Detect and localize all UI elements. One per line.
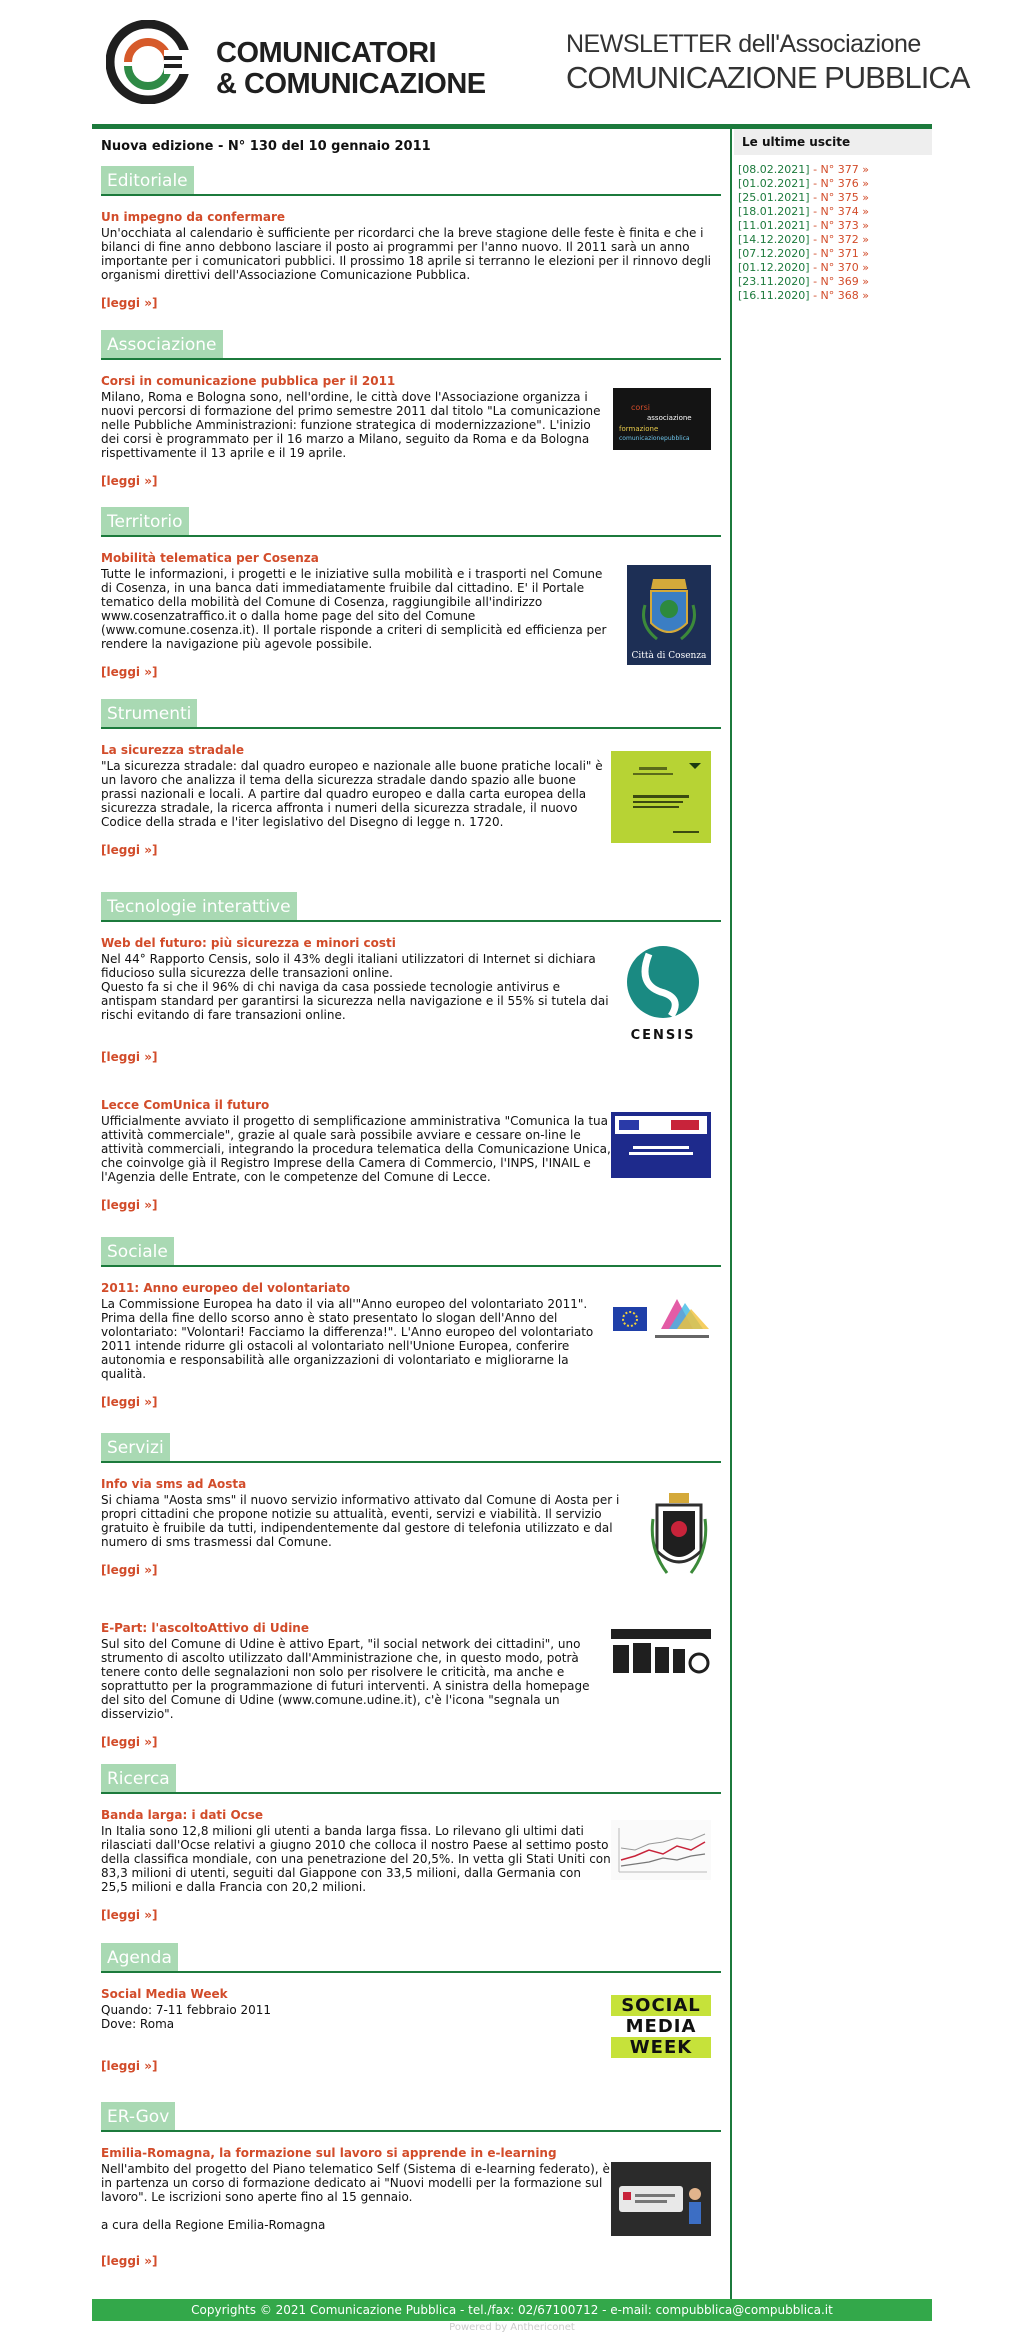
- article-body: La Commissione Europea ha dato il via all'"Anno europeo del volontariato 2011". Prima della fine dello scorso anno è stato presentato lo slogan dell'Anno del volontariato: "Volontari! Facciamo la differenza!". L'Anno europeo del volontariato 2011 intende ridurre gli ostacoli al volontariato nell'Unione Europea, conferire autonomia e responsabilità alle organizzazioni di volontariato e migliorarne la qualità.: [101, 1297, 594, 1381]
- issue-item[interactable]: [738, 191, 932, 205]
- section-rule: [101, 727, 721, 729]
- section-ricerca: [101, 1764, 721, 1922]
- article-title-link[interactable]: Social Media Week: [101, 1987, 228, 2001]
- section-label: Agenda: [101, 1943, 178, 1973]
- thumb-word: associazione: [647, 414, 692, 422]
- read-more-link[interactable]: [leggi »]: [101, 665, 158, 679]
- article-item: [101, 1281, 721, 1409]
- section-strumenti: [101, 699, 721, 857]
- issue-separator: -: [809, 191, 821, 204]
- issue-date: [07.12.2020]: [738, 247, 810, 260]
- issue-item[interactable]: [738, 289, 932, 303]
- article-item: [101, 1477, 721, 1577]
- article-item: [101, 1621, 721, 1749]
- read-more-link[interactable]: [leggi »]: [101, 1198, 158, 1212]
- issue-item[interactable]: [738, 163, 932, 177]
- thumb-word: corsi: [631, 403, 650, 412]
- section-label: Territorio: [101, 507, 189, 537]
- issue-separator: -: [809, 247, 821, 260]
- censis-logo-image[interactable]: [615, 944, 711, 1044]
- logo-wordmark: [216, 38, 486, 100]
- issue-item[interactable]: [738, 205, 932, 219]
- read-more-link[interactable]: [leggi »]: [101, 1050, 158, 1064]
- section-rule: [101, 194, 721, 196]
- section-header: [101, 1433, 721, 1463]
- issue-date: [14.12.2020]: [738, 233, 810, 246]
- section-label: Strumenti: [101, 699, 197, 729]
- issue-date: [01.02.2021]: [738, 177, 810, 190]
- issue-link[interactable]: N° 375 »: [820, 191, 869, 204]
- issue-link[interactable]: N° 376 »: [820, 177, 869, 190]
- article-body: "La sicurezza stradale: dal quadro europeo e nazionale alle buone pratiche locali" è un lavoro che analizza il tema della sicurezza stradale dando spazio alle buone prassi nazionali e locali. A partire dal quadro europeo e dalla carta europea della sicurezza stradale, la ricerca affronta i numeri della sicurezza stradale, il nuovo Codice della strada e l'iter legislativo del Disegno di legge n. 1720.: [101, 759, 603, 829]
- article-item: [101, 2146, 721, 2268]
- article-body: Nell'ambito del progetto del Piano telematico Self (Sistema di e-learning federato), è in partenza un corso di formazione dedicato ai "Nuovi modelli per la formazione sul lavoro". Le iscrizioni sono aperte fino al 15 gennaio. a cura della Regione Emilia-Romagna: [101, 2162, 610, 2232]
- powered-by[interactable]: Powered by Anthericonet: [449, 2322, 575, 2333]
- logo-line2: & COMUNICAZIONE: [216, 68, 486, 100]
- article-title-link[interactable]: Banda larga: i dati Ocse: [101, 1808, 264, 1822]
- project-banner-image[interactable]: [611, 1112, 711, 1178]
- section-associazione: [101, 330, 721, 488]
- issue-link[interactable]: N° 372 »: [820, 233, 869, 246]
- thumb-word: formazione: [619, 425, 659, 433]
- section-header: [101, 507, 721, 537]
- issue-separator: -: [809, 205, 821, 218]
- article-body: Nel 44° Rapporto Censis, solo il 43% degli italiani utilizzatori di Internet si dichiara fiducioso sulla sicurezza delle transazioni online. Questo fa si che il 96% di chi naviga da casa possiede tecnologie antivirus e antispam standard per garantirsi la sicurezza nella navigazione e il 55% si tutela dai rischi evitando di fare transazioni online.: [101, 952, 609, 1022]
- article-item: [101, 551, 721, 679]
- article-body: Quando: 7-11 febbraio 2011 Dove: Roma: [101, 2003, 272, 2031]
- issue-date: [11.01.2021]: [738, 219, 810, 232]
- read-more-link[interactable]: [leggi »]: [101, 1908, 158, 1922]
- article-title-link[interactable]: Info via sms ad Aosta: [101, 1477, 247, 1491]
- article-body: Sul sito del Comune di Udine è attivo Epart, "il social network dei cittadini", uno strumento di ascolto utilizzato dall'Amministrazione che, in questo modo, potrà tenere conto delle segnalazioni non solo per risolvere le criticità, ma anche e soprattutto per la programmazione di futuri interventi. A sinistra della homepage del sito del Comune di Udine (www.comune.udine.it), c'è l'icona "segnala un disservizio".: [101, 1637, 590, 1721]
- section-territorio: [101, 507, 721, 679]
- issue-date: [23.11.2020]: [738, 275, 810, 288]
- section-rule: [101, 1792, 721, 1794]
- sidebar-title: Le ultime uscite: [734, 129, 932, 155]
- aosta-crest-image[interactable]: [647, 1489, 711, 1587]
- smw-line: SOCIAL: [611, 1995, 711, 2016]
- article-title-link[interactable]: E-Part: l'ascoltoAttivo di Udine: [101, 1621, 309, 1635]
- newsletter-page: [92, 0, 970, 2338]
- section-editoriale: [101, 166, 721, 310]
- issue-link[interactable]: N° 370 »: [820, 261, 869, 274]
- article-item: [101, 743, 721, 857]
- issue-date: [16.11.2020]: [738, 289, 810, 302]
- read-more-link[interactable]: [leggi »]: [101, 1735, 158, 1749]
- article-item: [101, 1987, 721, 2073]
- smw-line: MEDIA: [611, 2016, 711, 2037]
- section-rule: [101, 1461, 721, 1463]
- social-media-week-logo[interactable]: [611, 1995, 711, 2061]
- issue-link[interactable]: N° 369 »: [820, 275, 869, 288]
- issue-item[interactable]: [738, 219, 932, 233]
- issue-date: [25.01.2021]: [738, 191, 810, 204]
- issue-link[interactable]: N° 374 »: [820, 205, 869, 218]
- section-header: [101, 892, 721, 922]
- article-item: [101, 936, 721, 1064]
- article-title-link[interactable]: La sicurezza stradale: [101, 743, 244, 757]
- issue-date: [01.12.2020]: [738, 261, 810, 274]
- read-more-link[interactable]: [leggi »]: [101, 1563, 158, 1577]
- issue-item[interactable]: [738, 177, 932, 191]
- article-body: In Italia sono 12,8 milioni gli utenti a banda larga fissa. Lo rilevano gli ultimi dati rilasciati dall'Ocse relativi a giugno 2010 che colloca il nostro Paese al settimo posto della classifica mondiale, con una penetrazione del 20,5%. In vetta gli Stati Uniti con 83,3 milioni di utenti, seguiti dal Giappone con 33,5 milioni, dalla Germania con 25,5 milioni e dalla Francia con 20,2 milioni.: [101, 1824, 611, 1894]
- section-header: [101, 699, 721, 729]
- article-title-link[interactable]: 2011: Anno europeo del volontariato: [101, 1281, 351, 1295]
- issue-link[interactable]: N° 368 »: [820, 289, 869, 302]
- article-item: [101, 1098, 721, 1212]
- article-title-link[interactable]: Lecce ComUnica il futuro: [101, 1098, 270, 1112]
- section-label: ER-Gov: [101, 2102, 175, 2132]
- read-more-link[interactable]: [leggi »]: [101, 843, 158, 857]
- eu-volunteering-logo-image[interactable]: [611, 1293, 711, 1345]
- thumb-caption: Città di Cosenza: [631, 651, 707, 661]
- thumb-caption: CENSIS: [630, 1028, 696, 1043]
- section-label: Sociale: [101, 1237, 174, 1267]
- issue-separator: -: [809, 177, 821, 190]
- read-more-link[interactable]: [leggi »]: [101, 2059, 158, 2073]
- section-label: Editoriale: [101, 166, 194, 196]
- section-rule: [101, 1971, 721, 1973]
- section-label: Associazione: [101, 330, 223, 360]
- section-rule: [101, 358, 721, 360]
- issue-date: [18.01.2021]: [738, 205, 810, 218]
- article-body: Un'occhiata al calendario è sufficiente per ricordarci che la breve stagione delle feste è finita e che i bilanci di fine anno debbono lasciare il posto ai programmi per l'anno nuovo. Il 2011 sarà un anno importante per i comunicatori pubblici. Il prossimo 18 aprile si terranno le elezioni per il rinnovo degli organismi direttivi dell'Associazione Comunicazione Pubblica.: [101, 226, 711, 282]
- read-more-link[interactable]: [leggi »]: [101, 296, 158, 310]
- issue-link[interactable]: N° 371 »: [820, 247, 869, 260]
- issue-date: [08.02.2021]: [738, 163, 810, 176]
- thumbnail-image[interactable]: [613, 388, 711, 450]
- section-header: [101, 1764, 721, 1794]
- article-title-link[interactable]: Web del futuro: più sicurezza e minori costi: [101, 936, 396, 950]
- logo-icon: [106, 20, 190, 104]
- main-column: [92, 129, 732, 2299]
- issue-item[interactable]: [738, 275, 932, 289]
- edition-title: Nuova edizione - N° 130 del 10 gennaio 2011: [101, 139, 431, 154]
- issue-separator: -: [809, 261, 821, 274]
- issue-separator: -: [809, 163, 821, 176]
- issue-item[interactable]: [738, 247, 932, 261]
- section-header: [101, 1943, 721, 1973]
- issue-separator: -: [809, 275, 821, 288]
- sidebar: [734, 129, 932, 2299]
- document-cover-image[interactable]: [611, 751, 711, 843]
- article-item: [101, 374, 721, 488]
- issue-link[interactable]: N° 377 »: [820, 163, 869, 176]
- article-title-link[interactable]: Emilia-Romagna, la formazione sul lavoro si apprende in e-learning: [101, 2146, 557, 2160]
- issue-separator: -: [809, 233, 821, 246]
- read-more-link[interactable]: [leggi »]: [101, 1395, 158, 1409]
- article-body: Tutte le informazioni, i progetti e le iniziative sulla mobilità e i trasporti nel Comune di Cosenza, in una banca dati immediatamente fruibile dal cittadino. E' il Portale tematico della mobilità del Comune di Cosenza, raggiungibile all'indirizzo www.cosenzatraffico.it o dalla home page del sito del Comune (www.comune.cosenza.it). Il portale risponde a criteri di semplicità ed efficienza per rendere la navigazione più agevole possibile.: [101, 567, 607, 651]
- elearning-image[interactable]: [611, 2162, 711, 2236]
- newsletter-title-line1: NEWSLETTER dell'Associazione: [566, 30, 921, 58]
- article-body: Milano, Roma e Bologna sono, nell'ordine, le città dove l'Associazione organizza i nuovi percorsi di formazione del primo semestre 2011 dal titolo "La comunicazione nelle Pubbliche Amministrazioni: funzione strategica di modernizzazione". L'inizio dei corsi è programmato per il 16 marzo a Milano, seguito da Roma e da Bologna rispettivamente il 13 aprile e il 19 aprile.: [101, 390, 601, 460]
- issue-separator: -: [809, 219, 821, 232]
- thumb-word: comunicazionepubblica: [619, 435, 690, 442]
- udine-logo-image[interactable]: [611, 1629, 711, 1677]
- read-more-link[interactable]: [leggi »]: [101, 474, 158, 488]
- article-body: Si chiama "Aosta sms" il nuovo servizio informativo attivato dal Comune di Aosta per i propri cittadini che propone notizie su attualità, eventi, servizi e viabilità. Il servizio gratuito è fruibile da tutti, indipendentemente dal gestore di telefonia utilizzato e dal numero di sms trasmessi dal Comune.: [101, 1493, 620, 1549]
- section-sociale: [101, 1237, 721, 1409]
- issue-list: [734, 155, 932, 303]
- article-item: [101, 210, 721, 310]
- section-header: [101, 2102, 721, 2132]
- section-label: Tecnologie interattive: [101, 892, 297, 922]
- section-tecnologie-interattive: [101, 892, 721, 1212]
- section-servizi: [101, 1433, 721, 1749]
- section-agenda: [101, 1943, 721, 2073]
- broadband-chart-image[interactable]: [611, 1820, 711, 1880]
- article-title-link[interactable]: Un impegno da confermare: [101, 210, 286, 224]
- section-er-gov: [101, 2102, 721, 2268]
- header: [92, 0, 970, 124]
- article-title-link[interactable]: Mobilità telematica per Cosenza: [101, 551, 319, 565]
- section-rule: [101, 1265, 721, 1267]
- smw-line: WEEK: [611, 2037, 711, 2058]
- article-title-link[interactable]: Corsi in comunicazione pubblica per il 2011: [101, 374, 396, 388]
- article-body: Ufficialmente avviato il progetto di semplificazione amministrativa "Comunica la tua attività commerciale", grazie al quale sarà possibile avviare e cessare on-line le attività commerciali, integrando la procedura telematica della Comunicazione Unica, che coinvolge già il Registro Imprese della Camera di Commercio, l'INPS, l'INAIL e l'Agenzia delle Entrate, con le competenze del Comune di Lecce.: [101, 1114, 611, 1184]
- section-label: Ricerca: [101, 1764, 176, 1794]
- article-item: [101, 1808, 721, 1922]
- issue-item[interactable]: [738, 261, 932, 275]
- logo-line1: COMUNICATORI: [216, 37, 437, 69]
- read-more-link[interactable]: [leggi »]: [101, 2254, 158, 2268]
- section-rule: [101, 2130, 721, 2132]
- newsletter-title-line2: COMUNICAZIONE PUBBLICA: [566, 60, 970, 95]
- section-header: [101, 166, 721, 196]
- footer: Copyrights © 2021 Comunicazione Pubblica - tel./fax: 02/67100712 - e-mail: compubblica@compubblica.it: [92, 2299, 932, 2321]
- section-label: Servizi: [101, 1433, 170, 1463]
- issue-item[interactable]: [738, 233, 932, 247]
- section-header: [101, 1237, 721, 1267]
- coat-of-arms-image[interactable]: [627, 565, 711, 665]
- section-rule: [101, 535, 721, 537]
- section-rule: [101, 920, 721, 922]
- issue-separator: -: [809, 289, 821, 302]
- issue-link[interactable]: N° 373 »: [820, 219, 869, 232]
- section-header: [101, 330, 721, 360]
